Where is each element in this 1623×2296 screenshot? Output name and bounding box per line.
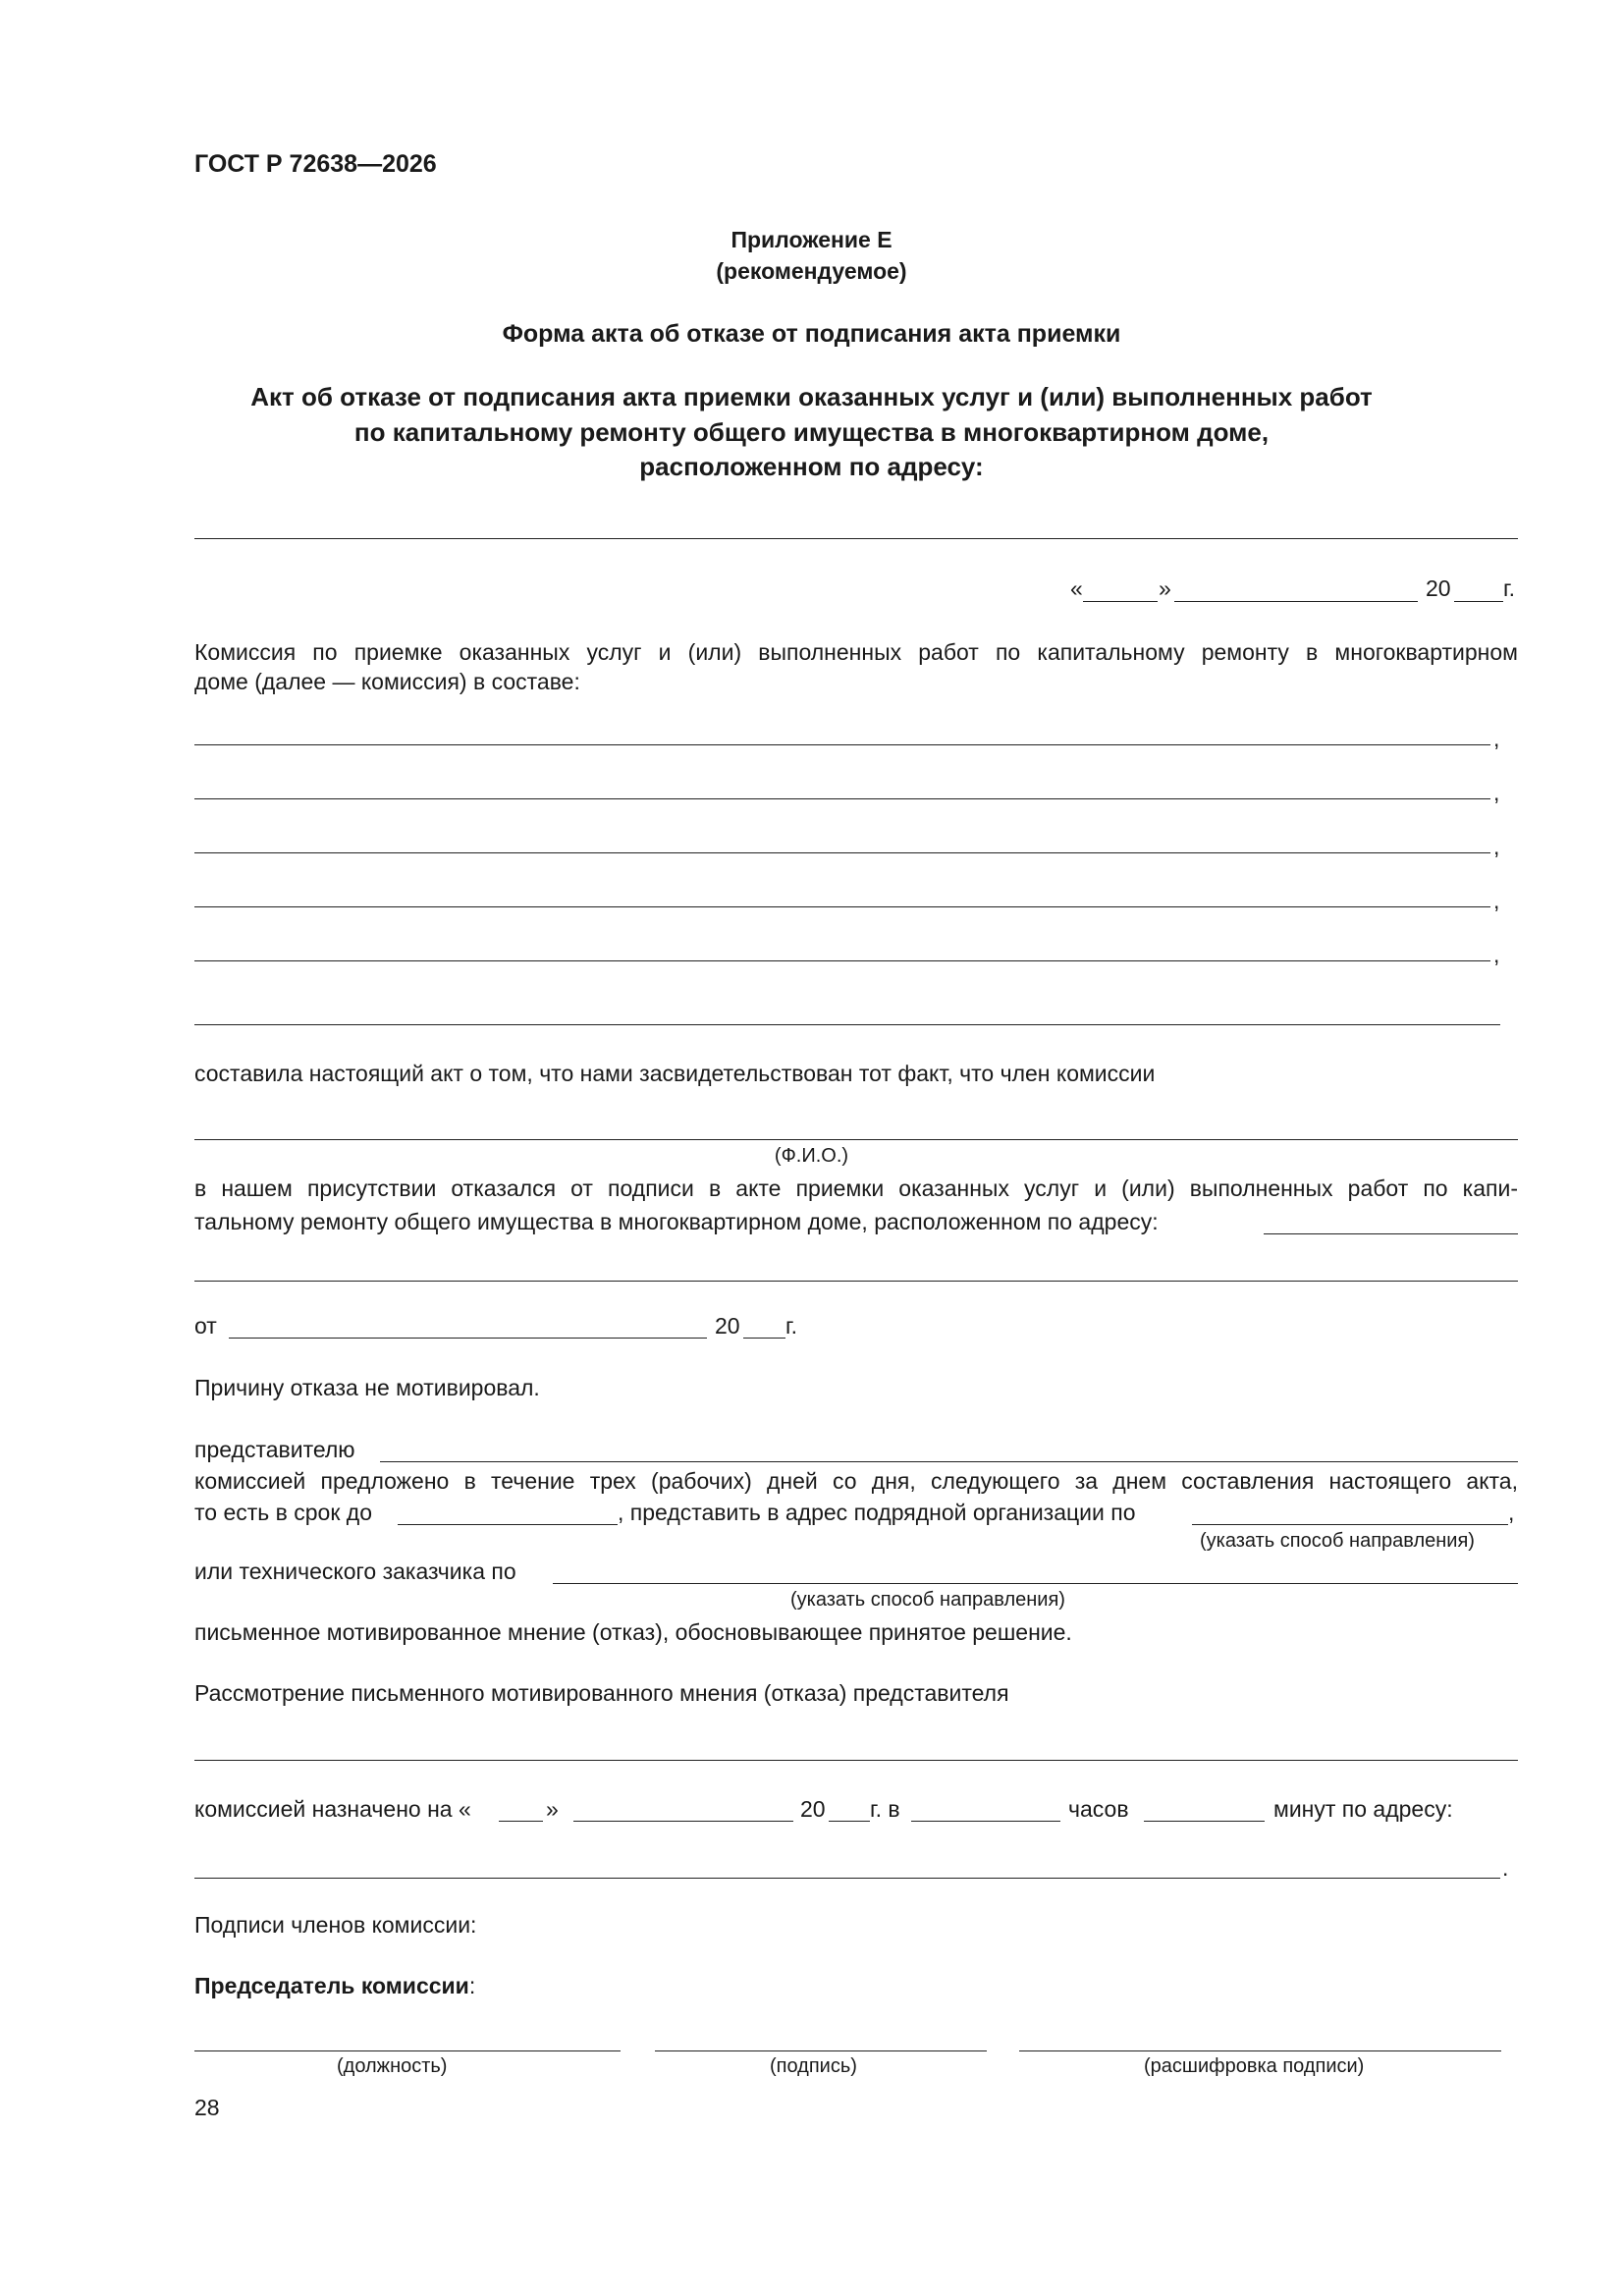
position-hint: (должность) bbox=[337, 2055, 448, 2077]
decoding-hint: (расшифровка подписи) bbox=[1144, 2055, 1365, 2077]
member-line-3[interactable] bbox=[194, 852, 1490, 853]
signature-blank[interactable] bbox=[655, 2050, 987, 2051]
scheduled-day-blank[interactable] bbox=[499, 1821, 543, 1822]
representative-label: представителю bbox=[194, 1437, 355, 1462]
scheduled-prefix: комиссией назначено на « bbox=[194, 1796, 471, 1822]
fio-hint: (Ф.И.О.) bbox=[774, 1145, 849, 1167]
form-title: Форма акта об отказе от подписания акта приемки bbox=[502, 320, 1121, 348]
decoding-blank[interactable] bbox=[1019, 2050, 1501, 2051]
scheduled-minutes-blank[interactable] bbox=[1144, 1821, 1265, 1822]
scheduled-period: . bbox=[1502, 1855, 1509, 1881]
method-hint-2: (указать способ направления) bbox=[790, 1589, 1065, 1611]
member-comma-1: , bbox=[1493, 726, 1500, 751]
commission-intro-line1: Комиссия по приемке оказанных услуг и (или) выполненных работ по капитальному ремонту в многоквартирном bbox=[194, 639, 1518, 665]
written-opinion-text: письменное мотивированное мнение (отказ), обосновывающее принятое решение. bbox=[194, 1619, 1072, 1645]
statement-text: составила настоящий акт о том, что нами засвидетельствован тот факт, что член комиссии bbox=[194, 1061, 1156, 1086]
date-open-quote: « bbox=[1070, 575, 1083, 601]
member-line-5[interactable] bbox=[194, 960, 1490, 961]
deadline-blank[interactable] bbox=[398, 1524, 618, 1525]
hours-label: часов bbox=[1068, 1796, 1129, 1822]
from-year-blank[interactable] bbox=[743, 1338, 785, 1339]
from-date-blank[interactable] bbox=[229, 1338, 707, 1339]
chairman-colon: : bbox=[468, 1973, 476, 1998]
from-year-suffix: г. bbox=[785, 1313, 797, 1339]
member-line-2[interactable] bbox=[194, 798, 1490, 799]
date-close-quote: » bbox=[1159, 575, 1171, 601]
member-line-1[interactable] bbox=[194, 744, 1490, 745]
commission-intro-line2: доме (далее — комиссия) в составе: bbox=[194, 669, 580, 694]
document-code: ГОСТ Р 72638—2026 bbox=[194, 150, 437, 178]
scheduled-year-prefix: 20 bbox=[800, 1796, 826, 1822]
act-title-line3: расположенном по адресу: bbox=[639, 452, 984, 481]
act-title-line1: Акт об отказе от подписания акта приемки оказанных услуг и (или) выполненных работ bbox=[250, 382, 1373, 411]
member-comma-5: , bbox=[1493, 942, 1500, 967]
date-month-blank[interactable] bbox=[1174, 601, 1418, 602]
scheduled-year-blank[interactable] bbox=[829, 1821, 870, 1822]
member-line-6[interactable] bbox=[194, 1024, 1500, 1025]
signature-hint: (подпись) bbox=[770, 2055, 857, 2077]
member-comma-3: , bbox=[1493, 834, 1500, 859]
fio-blank[interactable] bbox=[194, 1139, 1518, 1140]
appendix-subtitle: (рекомендуемое) bbox=[716, 258, 907, 284]
page-number: 28 bbox=[194, 2095, 220, 2120]
member-line-4[interactable] bbox=[194, 906, 1490, 907]
signatures-heading: Подписи членов комиссии: bbox=[194, 1912, 477, 1938]
scheduled-year-suffix: г. в bbox=[870, 1796, 900, 1822]
tech-customer-label: или технического заказчика по bbox=[194, 1558, 516, 1584]
refusal-address-blank[interactable] bbox=[1264, 1233, 1518, 1234]
position-blank[interactable] bbox=[194, 2050, 621, 2051]
proposal-line2b: , представить в адрес подрядной организации по bbox=[618, 1500, 1136, 1525]
member-comma-4: , bbox=[1493, 888, 1500, 913]
appendix-title: Приложение Е bbox=[730, 227, 893, 252]
proposal-line2c: , bbox=[1508, 1500, 1515, 1525]
chairman-label: Председатель комиссии bbox=[194, 1973, 469, 1998]
member-comma-2: , bbox=[1493, 780, 1500, 805]
refusal-line2: тальному ремонту общего имущества в многоквартирном доме, расположенном по адресу: bbox=[194, 1209, 1159, 1234]
act-title-line2: по капитальному ремонту общего имущества в многоквартирном доме, bbox=[353, 417, 1270, 447]
scheduled-address-blank[interactable] bbox=[194, 1878, 1500, 1879]
refusal-line1: в нашем присутствии отказался от подписи в акте приемки оказанных услуг и (или) выполненных работ по капи- bbox=[194, 1175, 1518, 1201]
representative-blank[interactable] bbox=[380, 1461, 1518, 1462]
contractor-method-blank[interactable] bbox=[1192, 1524, 1508, 1525]
scheduled-month-blank[interactable] bbox=[573, 1821, 793, 1822]
date-year-suffix: г. bbox=[1503, 575, 1515, 601]
from-year-prefix: 20 bbox=[715, 1313, 740, 1339]
review-label: Рассмотрение письменного мотивированного мнения (отказа) представителя bbox=[194, 1680, 1009, 1706]
date-year-blank[interactable] bbox=[1454, 601, 1503, 602]
review-blank[interactable] bbox=[194, 1760, 1518, 1761]
scheduled-quote-close: » bbox=[546, 1796, 559, 1822]
address-blank[interactable] bbox=[194, 538, 1518, 539]
proposal-line1: комиссией предложено в течение трех (рабочих) дней со дня, следующего за днем составления настоящего акта, bbox=[194, 1468, 1518, 1494]
method-hint-1: (указать способ направления) bbox=[1200, 1530, 1475, 1552]
date-day-blank[interactable] bbox=[1083, 601, 1158, 602]
proposal-line2a: то есть в срок до bbox=[194, 1500, 373, 1525]
chairman-row bbox=[194, 1972, 475, 1999]
minutes-label: минут по адресу: bbox=[1273, 1796, 1453, 1822]
tech-customer-blank[interactable] bbox=[553, 1583, 1518, 1584]
date-year-prefix: 20 bbox=[1426, 575, 1451, 601]
from-label: от bbox=[194, 1313, 217, 1339]
refusal-address-blank-2[interactable] bbox=[194, 1281, 1518, 1282]
no-reason-text: Причину отказа не мотивировал. bbox=[194, 1375, 540, 1400]
scheduled-hours-blank[interactable] bbox=[911, 1821, 1060, 1822]
